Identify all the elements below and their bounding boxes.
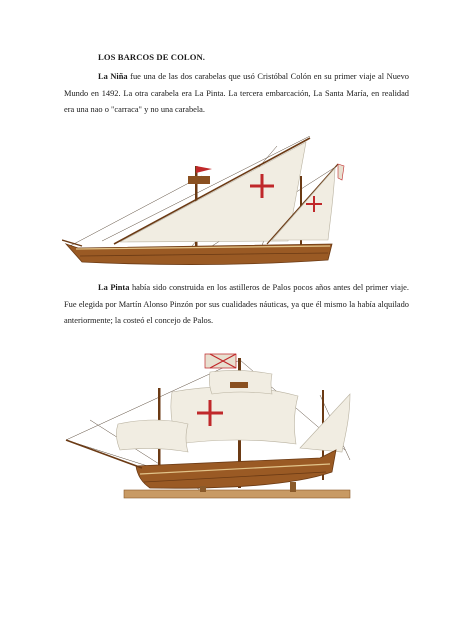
paragraph-text: había sido construida en los astilleros de Palos pocos años antes del primer viaje. Fue elegida por Martín Alonso Pinzón por sus cualidades náuticas, ya que él mismo la había alquilado anteriormente; la costeó el concejo de Palos. [64, 283, 409, 325]
paragraph-la-nina [64, 69, 409, 119]
paragraph-lead: La Pinta [98, 283, 130, 292]
paragraph-lead: La Niña [98, 72, 128, 81]
la-nina-ship-image [62, 136, 352, 274]
la-pinta-ship-image [60, 340, 360, 510]
paragraph-text: fue una de las dos carabelas que usó Cristóbal Colón en su primer viaje al Nuevo Mundo en 1492. La otra carabela era La Pinta. La tercera embarcación, La Santa María, en realidad era una nao o "carraca" y no una carabela. [64, 72, 409, 114]
paragraph-la-pinta [64, 280, 409, 330]
document-title: LOS BARCOS DE COLON. [98, 52, 206, 62]
